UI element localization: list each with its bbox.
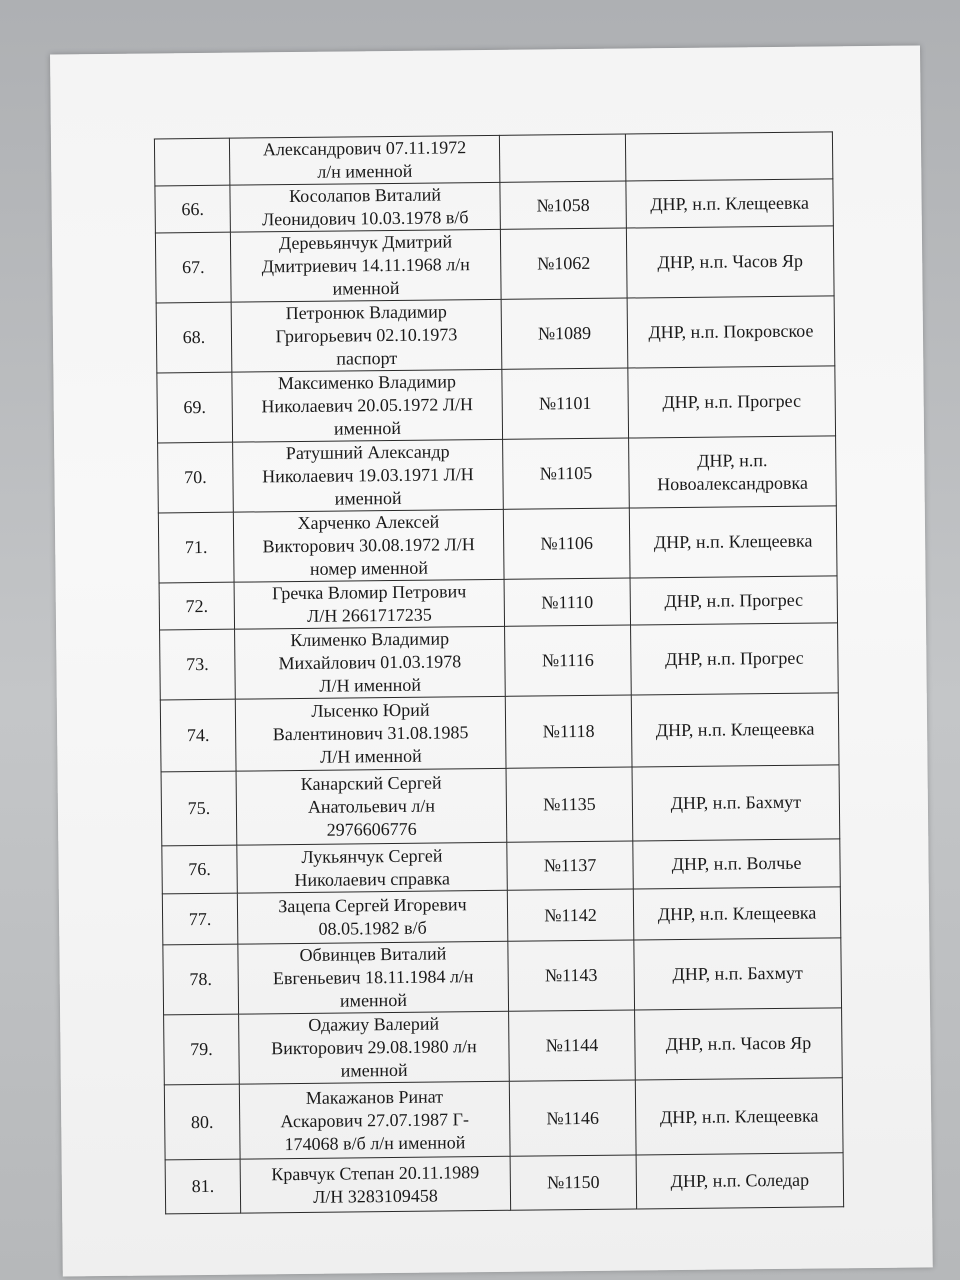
location-cell (629, 436, 837, 508)
document-number-cell (507, 889, 634, 941)
row-number: 74. (186, 724, 210, 746)
person-line: Максименко Владимир (277, 371, 457, 394)
person-cell (230, 229, 501, 302)
person-line: Александрович 07.11.1972 (262, 137, 467, 160)
document-number-cell (507, 841, 633, 890)
document-number: №1101 (538, 392, 592, 414)
table-row (160, 693, 839, 772)
document-number: №1116 (541, 649, 594, 671)
person-cell (232, 369, 503, 442)
document-number-cell (500, 181, 626, 229)
person-line: Зацепа Сергей Игоревич (278, 894, 467, 917)
person-line: Леонидович 10.03.1978 в/б (261, 207, 469, 230)
person-cell (238, 941, 509, 1014)
row-number: 80. (190, 1111, 214, 1132)
person-line: Харченко Алексей (297, 511, 440, 533)
document-number: №1062 (537, 252, 591, 274)
row-number: 78. (189, 968, 213, 990)
document-number-cell (504, 578, 630, 626)
row-number-cell (161, 771, 237, 846)
person-line: Викторович 29.08.1980 л/н (271, 1036, 477, 1059)
location-cell (626, 179, 833, 228)
document-number: №1135 (543, 793, 596, 815)
person-line: номер именной (309, 557, 429, 579)
person-line: именной (332, 277, 400, 299)
table-row (161, 765, 840, 846)
location-line: ДНР, н.п. Волчье (671, 852, 802, 875)
document-number: №1146 (546, 1107, 600, 1128)
document-number-cell (506, 767, 633, 842)
person-cell (240, 1156, 511, 1213)
person-line: Петронюк Владимир (285, 301, 447, 324)
person-line: Николаевич 19.03.1971 Л/Н (262, 464, 474, 487)
person-line: л/н именной (317, 160, 413, 182)
table-row (164, 1008, 843, 1085)
paper-sheet (50, 45, 933, 1276)
person-cell (231, 299, 502, 372)
table-row (155, 179, 833, 233)
location-cell (630, 576, 837, 625)
person-line: Евгеньевич 18.11.1984 л/н (272, 966, 474, 989)
person-line: Косолапов Виталий (289, 184, 442, 207)
person-line: Валентинович 31.08.1985 (272, 722, 469, 745)
person-line: Викторович 30.08.1972 Л/Н (262, 534, 475, 557)
document-number-cell (503, 508, 630, 579)
row-number-cell (162, 893, 238, 945)
row-number-cell (162, 845, 237, 894)
location-line: ДНР, н.п. Часов Яр (665, 1032, 812, 1055)
person-line: Николаевич 20.05.1972 Л/Н (261, 394, 474, 417)
location-line (632, 155, 826, 157)
person-line: именной (339, 989, 408, 1011)
person-cell (237, 842, 507, 893)
document-number-cell (509, 1010, 636, 1081)
location-cell (633, 839, 840, 889)
person-line: Михайлович 01.03.1978 (278, 651, 462, 674)
person-line: Аскарович 27.07.1987 Г- (280, 1108, 470, 1131)
row-number-cell (157, 372, 233, 443)
row-number: 73. (186, 653, 209, 675)
row-number-cell (164, 1014, 240, 1085)
table-row (158, 506, 837, 583)
person-line: Николаевич справка (294, 867, 450, 890)
location-cell (627, 296, 835, 368)
person-line: Обвинцев Виталий (299, 943, 447, 965)
person-line: Лукьянчук Сергей (301, 844, 443, 867)
row-number-cell (158, 442, 234, 513)
location-line: ДНР, н.п. Прогрес (664, 647, 804, 670)
row-number: 72. (185, 595, 209, 616)
table-row (164, 1078, 843, 1160)
person-line: 174068 в/б л/н именной (284, 1131, 466, 1154)
document-number-cell (505, 695, 632, 768)
person-line: Лысенко Юрий (311, 699, 430, 721)
row-number: 68. (182, 326, 206, 348)
row-number-cell (159, 582, 234, 630)
document-number: №1150 (546, 1171, 600, 1193)
person-cell (230, 182, 500, 232)
table-row (154, 132, 832, 186)
person-cell (233, 439, 504, 512)
person-cell (233, 509, 504, 582)
person-cell (236, 768, 507, 845)
document-number (506, 158, 619, 159)
person-line: Ратушний Александр (285, 441, 450, 464)
row-number-cell (158, 512, 234, 583)
document-number-cell (500, 228, 627, 299)
document-number-cell (510, 1155, 637, 1210)
location-cell (631, 623, 839, 695)
row-number: 69. (183, 396, 207, 418)
table-row (162, 839, 840, 894)
person-line: именной (333, 417, 402, 439)
document-number: №1110 (541, 591, 594, 612)
document-number-cell (509, 1080, 636, 1156)
location-line: ДНР, н.п. Часов Яр (657, 250, 804, 273)
location-line: ДНР, н.п. Соледар (670, 1169, 810, 1192)
records-table-body (154, 132, 843, 1214)
person-line: Л/Н 3283109458 (313, 1185, 438, 1207)
row-number: 67. (181, 256, 205, 278)
table-row (159, 576, 837, 630)
location-line: ДНР, н.п. Клещеевка (657, 902, 817, 924)
location-cell (626, 226, 834, 298)
row-number-cell (164, 1084, 240, 1160)
location-line: Новоалександровка (657, 472, 809, 494)
location-line: ДНР, н.п. Покровское (648, 320, 814, 343)
location-cell (634, 938, 842, 1010)
table-row (163, 938, 842, 1015)
person-line: паспорт (336, 347, 398, 369)
row-number-cell (160, 629, 236, 700)
document-number: №1144 (545, 1034, 599, 1056)
location-cell (636, 1153, 844, 1209)
row-number: 71. (184, 536, 208, 558)
document-number: №1143 (544, 964, 598, 986)
table-row (165, 1153, 844, 1214)
table-row (158, 436, 837, 513)
person-line: 2976606776 (326, 818, 417, 840)
person-line: Дмитриевич 14.11.1968 л/н (261, 254, 470, 277)
table-row (157, 366, 836, 443)
row-number-cell (154, 138, 229, 186)
row-number-cell (163, 944, 239, 1015)
person-cell (239, 1081, 510, 1159)
document-number: №1137 (543, 854, 597, 876)
person-line: Канарский Сергей (300, 772, 442, 794)
person-line: Анатольевич л/н (307, 795, 436, 817)
document-number: №1106 (540, 532, 594, 554)
location-cell (635, 1078, 843, 1155)
row-number-cell (155, 232, 231, 303)
document-number-cell (508, 940, 635, 1011)
location-cell (631, 693, 839, 767)
person-cell (235, 626, 506, 699)
person-line: именной (334, 487, 402, 509)
location-line: ДНР, н.п. Бахмут (670, 791, 802, 814)
location-line: ДНР, н.п. (697, 449, 768, 471)
table-row (162, 887, 840, 945)
person-line: Л/Н именной (319, 674, 422, 696)
row-number: 75. (187, 797, 211, 819)
person-line: 08.05.1982 в/б (318, 917, 427, 939)
person-line: Гречка Вломир Петрович (271, 581, 467, 604)
table-row (160, 623, 839, 700)
location-cell (632, 765, 840, 841)
table-row (156, 296, 835, 373)
document-number: №1105 (539, 462, 593, 484)
location-cell (629, 506, 837, 578)
location-line: ДНР, н.п. Клещеевка (659, 1105, 819, 1127)
person-line: Л/Н именной (319, 745, 422, 767)
person-line: именной (340, 1059, 408, 1081)
person-line: Макажанов Ринат (305, 1085, 444, 1108)
location-line: ДНР, н.п. Прогрес (664, 589, 804, 611)
person-line: Клименко Владимир (290, 628, 450, 651)
location-cell (635, 1008, 843, 1080)
row-number (161, 162, 223, 163)
document-number: №1142 (544, 904, 597, 925)
person-cell (229, 135, 499, 185)
location-line: ДНР, н.п. Клещеевка (653, 530, 813, 553)
document-number: №1058 (536, 194, 590, 215)
row-number-cell (165, 1159, 241, 1214)
person-cell (234, 579, 504, 629)
person-line: Деревьянчук Дмитрий (278, 231, 453, 254)
row-number: 77. (188, 908, 212, 929)
location-cell (628, 366, 836, 438)
person-line: Л/Н 2661717235 (306, 604, 432, 626)
document-number-cell (503, 438, 630, 509)
location-cell (633, 887, 841, 940)
row-number-cell (160, 699, 236, 772)
row-number-cell (156, 302, 232, 373)
location-cell (625, 132, 832, 181)
location-line: ДНР, н.п. Прогрес (662, 390, 802, 413)
location-line: ДНР, н.п. Клещеевка (655, 718, 815, 741)
person-cell (237, 890, 508, 944)
row-number: 76. (188, 858, 211, 880)
location-line: ДНР, н.п. Клещеевка (650, 192, 810, 214)
document-number: №1118 (542, 720, 595, 742)
person-line: Кравчук Степан 20.11.1989 (271, 1161, 480, 1184)
person-cell (239, 1011, 510, 1084)
row-number: 79. (190, 1038, 213, 1060)
table-row (155, 226, 834, 303)
records-table (154, 131, 844, 1214)
document-number-cell (501, 298, 628, 369)
document-number-cell (505, 625, 632, 696)
person-line: Одажиу Валерий (308, 1013, 440, 1035)
document-number: №1089 (537, 322, 592, 344)
document-number-cell (502, 368, 629, 439)
row-number: 66. (181, 198, 204, 219)
row-number: 81. (191, 1175, 215, 1197)
row-number-cell (155, 185, 230, 233)
document-number-cell (499, 134, 625, 182)
location-line: ДНР, н.п. Бахмут (672, 962, 803, 985)
row-number: 70. (184, 466, 207, 488)
person-line: Григорьевич 02.10.1973 (275, 324, 458, 347)
person-cell (235, 696, 506, 771)
